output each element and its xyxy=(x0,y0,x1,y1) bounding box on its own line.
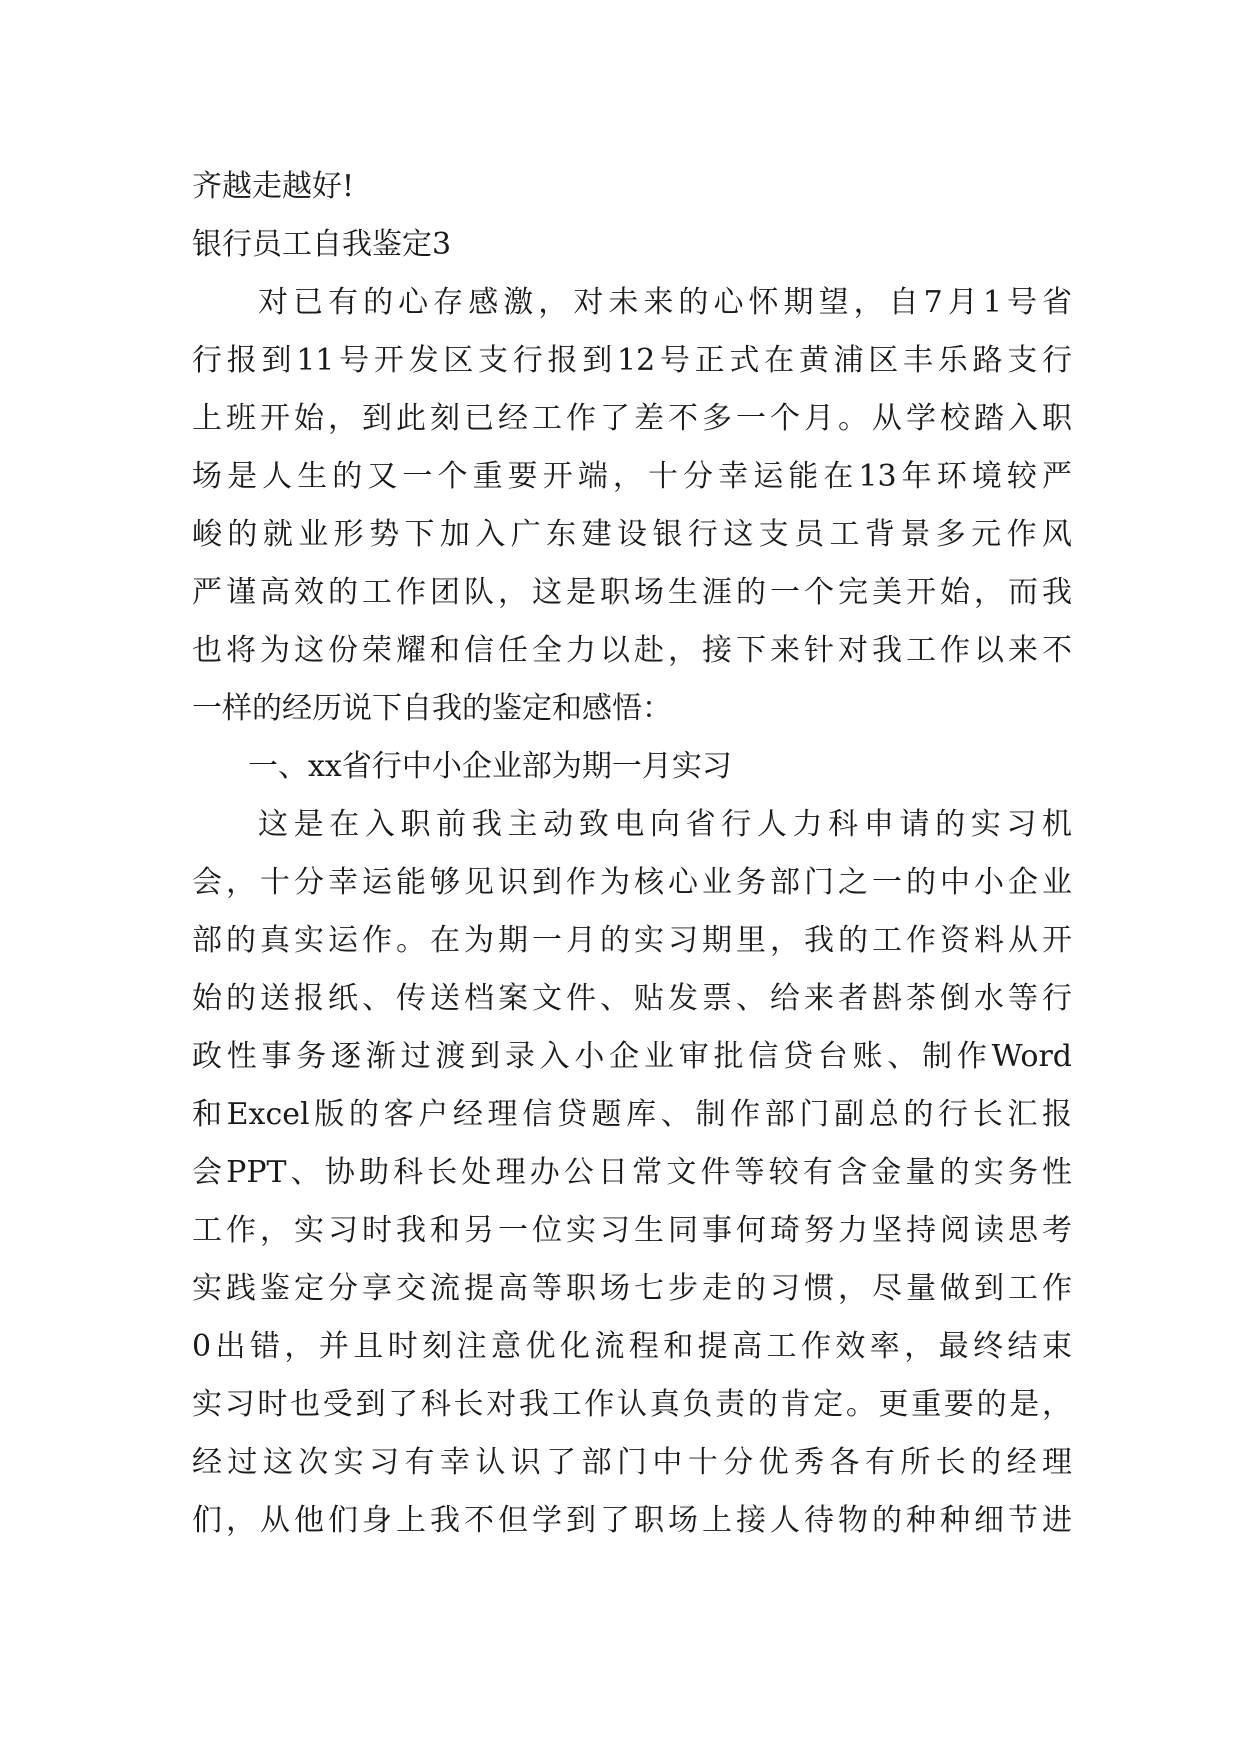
paragraph-line: 会PPT、协助科长处理办公日常文件等较有含金量的实务性 xyxy=(192,1155,1072,1190)
paragraph-line: 也将为这份荣耀和信任全力以赴，接下来针对我工作以来不 xyxy=(192,633,1072,668)
paragraph-line: 上班开始，到此刻已经工作了差不多一个月。从学校踏入职 xyxy=(192,401,1072,436)
paragraph-line: 始的送报纸、传送档案文件、贴发票、给来者斟茶倒水等行 xyxy=(192,981,1072,1016)
section-heading: 银行员工自我鉴定3 xyxy=(192,227,452,262)
paragraph-line: 部的真实运作。在为期一月的实习期里，我的工作资料从开 xyxy=(192,923,1072,958)
paragraph-line: 峻的就业形势下加入广东建设银行这支员工背景多元作风 xyxy=(192,517,1072,552)
paragraph-line: 0出错，并且时刻注意优化流程和提高工作效率，最终结束 xyxy=(192,1329,1072,1364)
paragraph-line: 政性事务逐渐过渡到录入小企业审批信贷台账、制作Word xyxy=(192,1039,1072,1074)
paragraph-line: 实践鉴定分享交流提高等职场七步走的习惯，尽量做到工作 xyxy=(192,1271,1072,1306)
subsection-heading: 一、xx省行中小企业部为期一月实习 xyxy=(248,749,732,784)
paragraph-line: 经过这次实习有幸认识了部门中十分优秀各有所长的经理 xyxy=(192,1445,1072,1480)
paragraph-line: 们，从他们身上我不但学到了职场上接人待物的种种细节进 xyxy=(192,1503,1072,1538)
text-line: 齐越走越好! xyxy=(192,169,355,204)
paragraph-line: 一样的经历说下自我的鉴定和感悟： xyxy=(192,691,672,726)
paragraph-line: 场是人生的又一个重要开端，十分幸运能在13年环境较严 xyxy=(192,459,1072,494)
paragraph-line: 这是在入职前我主动致电向省行人力科申请的实习机 xyxy=(258,807,1072,842)
paragraph-line: 行报到11号开发区支行报到12号正式在黄浦区丰乐路支行 xyxy=(192,343,1072,378)
paragraph-line: 严谨高效的工作团队，这是职场生涯的一个完美开始，而我 xyxy=(192,575,1072,610)
paragraph-line: 和Excel版的客户经理信贷题库、制作部门副总的行长汇报 xyxy=(192,1097,1072,1132)
document-body xyxy=(192,158,1072,1550)
paragraph-line: 会，十分幸运能够见识到作为核心业务部门之一的中小企业 xyxy=(192,865,1072,900)
paragraph-line: 实习时也受到了科长对我工作认真负责的肯定。更重要的是， xyxy=(192,1387,1072,1422)
paragraph-line: 工作，实习时我和另一位实习生同事何琦努力坚持阅读思考 xyxy=(192,1213,1072,1248)
paragraph-line: 对已有的心存感激，对未来的心怀期望，自7月1号省 xyxy=(258,285,1072,320)
